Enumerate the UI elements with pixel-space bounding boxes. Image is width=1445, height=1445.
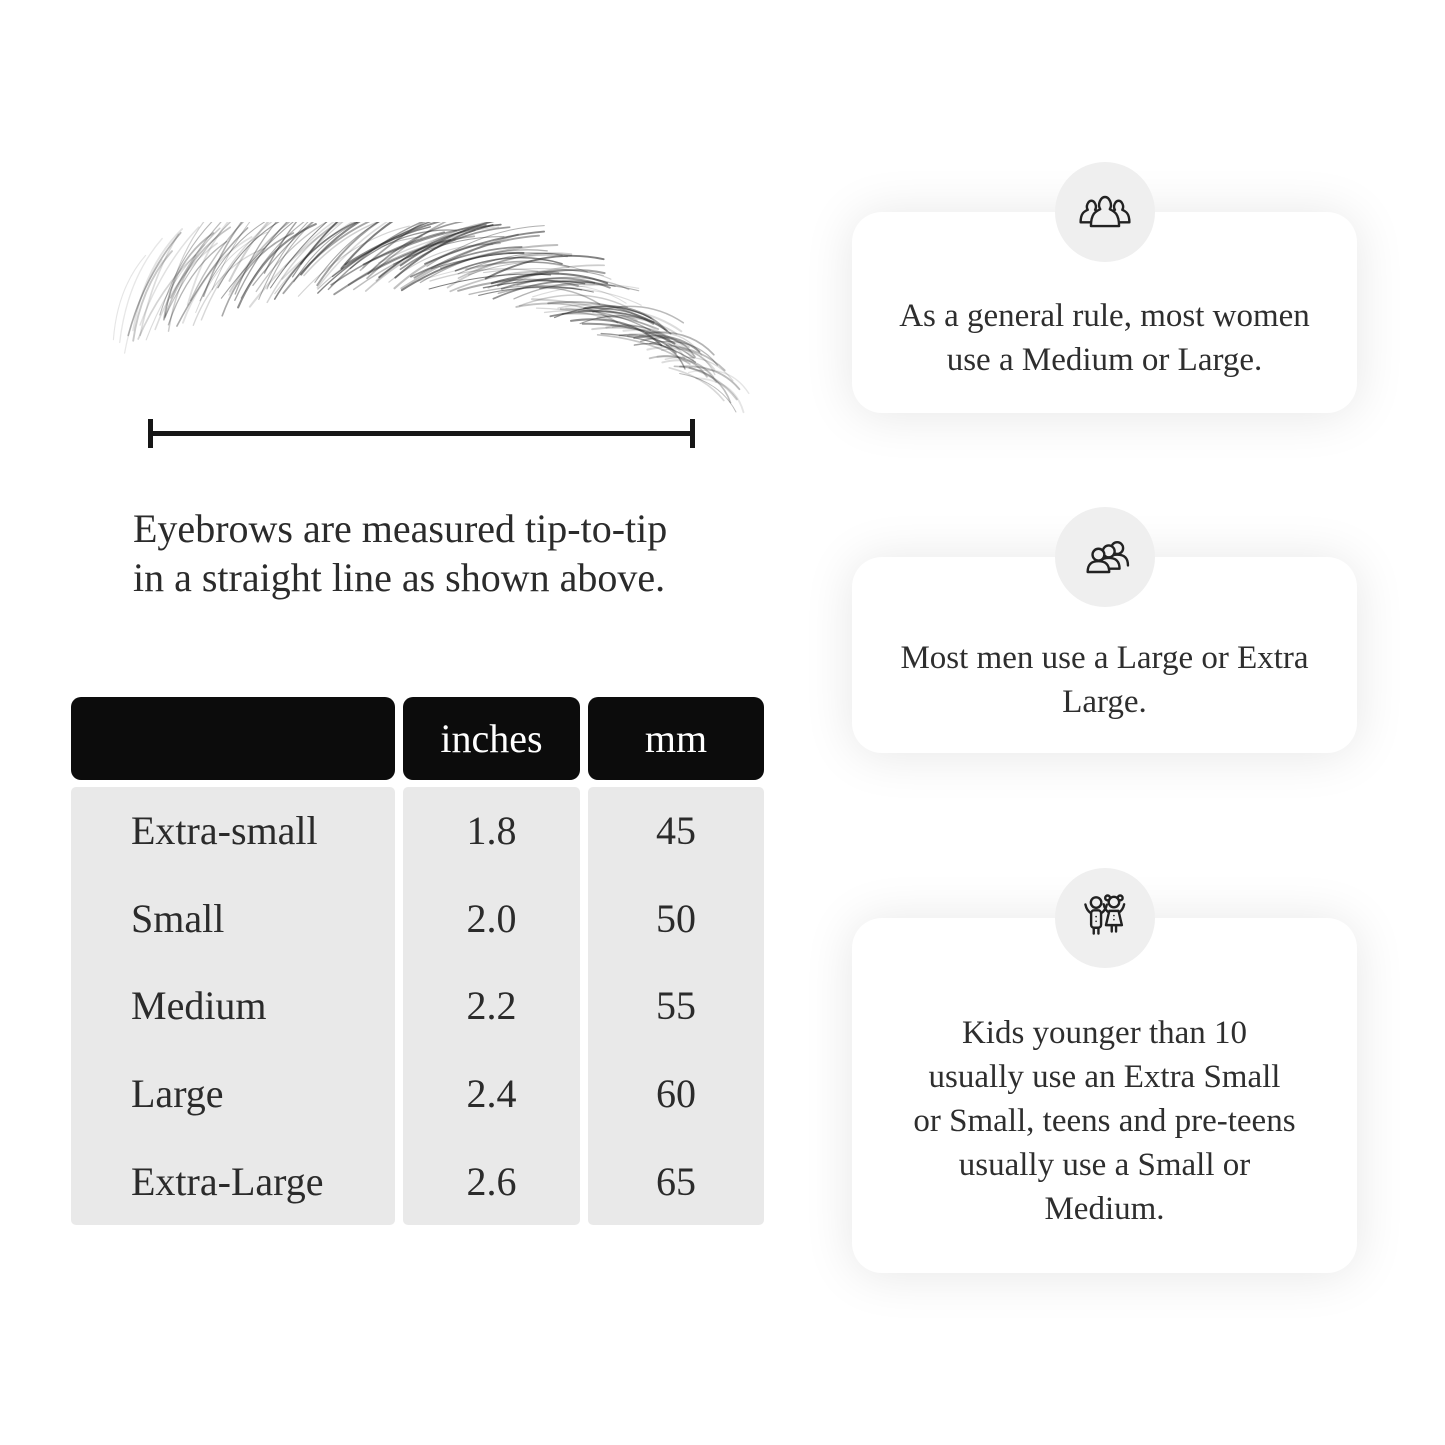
icon-badge: [1055, 868, 1155, 968]
table-cell-mm: 45: [588, 787, 764, 875]
eyebrow-illustration: [100, 222, 760, 418]
info-card-women: [852, 212, 1357, 413]
women-group-icon: [1075, 182, 1135, 242]
measurement-tick-right: [690, 419, 695, 448]
size-table: [71, 697, 764, 1225]
size-table-body: [71, 787, 764, 1225]
table-cell-mm: 60: [588, 1050, 764, 1138]
table-cell-inches: 2.0: [403, 875, 580, 963]
table-cell-mm: 50: [588, 875, 764, 963]
table-cell-inches: 2.2: [403, 962, 580, 1050]
table-cell-inches: 1.8: [403, 787, 580, 875]
measurement-tick-left: [148, 419, 153, 448]
icon-badge: [1055, 507, 1155, 607]
caption-line-1: Eyebrows are measured tip-to-tip: [133, 506, 668, 551]
table-cell-size: Small: [71, 875, 395, 963]
header-cell-inches: inches: [403, 697, 580, 780]
table-cell-mm: 55: [588, 962, 764, 1050]
table-cell-inches: 2.4: [403, 1050, 580, 1138]
measurement-caption: [133, 504, 667, 602]
card-text: Most men use a Large or Extra Large.: [900, 640, 1309, 720]
header-cell-size: [71, 697, 395, 780]
size-table-header: [71, 697, 764, 780]
measurement-line: [148, 431, 695, 436]
men-group-icon: [1075, 527, 1135, 587]
caption-line-2: in a straight line as shown above.: [133, 555, 666, 600]
info-card-men: [852, 557, 1357, 753]
table-cell-size: Medium: [71, 962, 395, 1050]
header-cell-mm: mm: [588, 697, 764, 780]
table-cell-size: Extra-small: [71, 787, 395, 875]
info-card-kids: [852, 918, 1357, 1273]
card-text: As a general rule, most women use a Medium or Large.: [899, 297, 1310, 378]
table-cell-inches: 2.6: [403, 1137, 580, 1225]
icon-badge: [1055, 162, 1155, 262]
table-cell-mm: 65: [588, 1137, 764, 1225]
table-cell-size: Large: [71, 1050, 395, 1138]
children-icon: [1075, 888, 1135, 948]
card-text: Kids younger than 10 usually use an Extra Small or Small, teens and pre-teens usually use a Small or Medium.: [913, 1014, 1296, 1227]
table-cell-size: Extra-Large: [71, 1137, 395, 1225]
